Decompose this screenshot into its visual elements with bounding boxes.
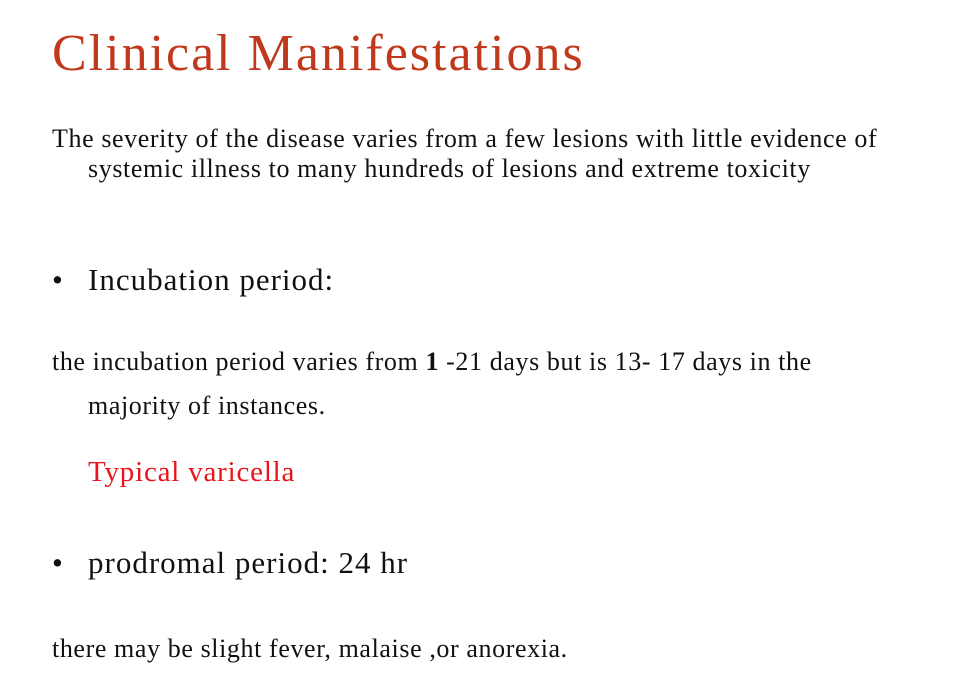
- bullet-prodromal-period: [52, 545, 408, 581]
- slide-title: Clinical Manifestations: [52, 25, 585, 82]
- bullet-incubation-label: Incubation period:: [88, 262, 335, 297]
- incubation-paragraph: [52, 340, 888, 428]
- incubation-suffix: -21 days but is 13- 17 days in the majority of instances.: [88, 347, 812, 420]
- incubation-bold-number: 1: [425, 347, 440, 376]
- incubation-prefix: the incubation period varies from: [52, 347, 426, 376]
- closing-paragraph: there may be slight fever, malaise ,or anorexia.: [52, 634, 568, 663]
- bullet-dot-icon: •: [52, 262, 64, 297]
- bullet-prodromal-label: prodromal period: 24 hr: [88, 545, 409, 580]
- bullet-dot-icon: •: [52, 545, 64, 580]
- typical-varicella-heading: Typical varicella: [88, 456, 296, 488]
- bullet-incubation-period: [52, 262, 334, 298]
- intro-paragraph: The severity of the disease varies from a few lesions with little evidence of systemic illness to many hundreds of lesions and extreme toxicity: [52, 124, 878, 183]
